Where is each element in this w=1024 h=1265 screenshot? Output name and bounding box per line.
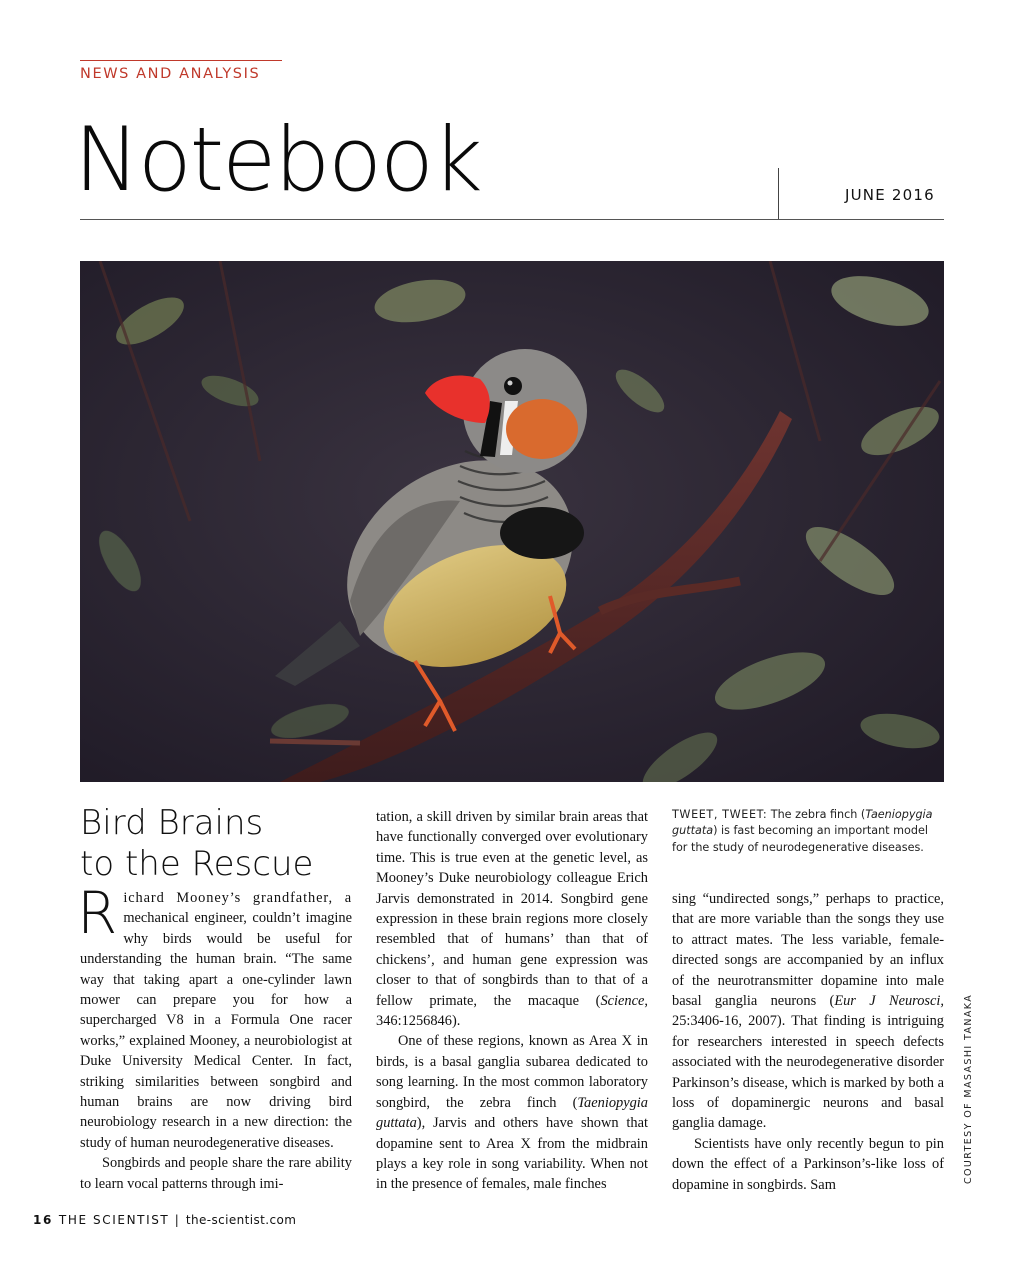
page-number: 16 (33, 1213, 53, 1227)
section-rule (80, 60, 282, 61)
caption-text: The zebra finch ( (770, 808, 866, 821)
masthead-title: Notebook (74, 108, 481, 211)
drop-cap: R (77, 879, 118, 947)
article-column-1 (77, 879, 352, 1194)
paragraph: Songbirds and people share the rare ability to learn vocal patterns through imi- (80, 1155, 352, 1192)
article-headline (80, 803, 313, 885)
footer-separator: | (174, 1213, 181, 1227)
paragraph-text: mechanical engineer, couldn’t imagine why birds would be useful for understanding the human brain. “The same way that taking apart a one-cylinder lawn mower can prepare you for how a supercharged V8 in a Formula One racer works,” explained Mooney, a neurobiologist at Duke University Medical Center. In fact, striking similarities between songbird and human brains are now driving bird neurobiology research in a new direction: the study of human neurodegenerative diseases. (80, 910, 352, 1151)
headline-line-1: Bird Brains (80, 803, 264, 843)
paragraph (376, 1031, 648, 1194)
paragraph-text: sing “undirected songs,” perhaps to practice, that are more variable than the songs they use to attract mates. The less variable, female-directed songs are accompanied by an influx of the neurotransmitter dopamine into male basal ganglia neurons ( (672, 891, 944, 1010)
journal-citation: Eur J Neurosci, (834, 993, 944, 1010)
photo-caption (672, 807, 944, 856)
caption-text: ) is fast becoming an important model for the study of neurodegenerative diseases. (672, 824, 928, 854)
paragraph-text: One of these regions, known as Area X in birds, is a basal ganglia subarea dedicated to song learning. In the most common laboratory songbird, the zebra finch ( (376, 1033, 648, 1111)
publication-name: THE SCIENTIST (58, 1213, 170, 1227)
paragraph: Scientists have only recently begun to pin down the effect of a Parkinson’s-like loss of dopamine in songbirds. Sam (672, 1135, 944, 1193)
caption-label: TWEET, TWEET: (672, 808, 768, 821)
issue-date: JUNE 2016 (845, 186, 935, 204)
publication-url: the-scientist.com (185, 1213, 297, 1227)
finch-eye (504, 377, 522, 395)
finch-cheek (506, 399, 578, 459)
article-column-2 (376, 807, 648, 1195)
photo-credit: COURTESY OF MASASHI TANAKA (963, 993, 974, 1184)
species-name: Taeniopygia guttata (376, 1094, 648, 1132)
paragraph (672, 889, 944, 1134)
page-footer (33, 1213, 296, 1227)
paragraph (376, 807, 648, 1031)
masthead-divider (778, 168, 779, 220)
lead-in: ichard Mooney’s grandfather, a (123, 890, 352, 906)
paragraph-text: ), Jarvis and others have shown that dopamine sent to Area X from the midbrain plays a key role in song variability. When not in the presence of females, male finches (376, 1115, 648, 1193)
headline-line-2: to the Rescue (80, 844, 314, 884)
paragraph-text: tation, a skill driven by similar brain areas that have functionally converged over evolutionary time. This is true even at the genetic level, as Mooney’s Duke neurobiology colleague Erich Jarvis demonstrated in 2014. Songbird gene expression in these brain regions more closely resembled that of humans’ than that of chickens’, and human gene expression was closer to that of songbirds than to that of a fellow primate, the macaque ( (376, 809, 648, 1009)
article-column-3 (672, 889, 944, 1195)
zebra-finch-illustration (80, 261, 944, 782)
paragraph-text: 25:3406-16, 2007). That finding is intriguing for researchers interested in speech defects associated with the neurodegenerative disorder Parkinson’s disease, which is marked by both a loss of dopaminergic neurons and basal ganglia damage. (672, 1013, 944, 1132)
zebra-finch-photo (80, 261, 944, 782)
masthead-rule (80, 219, 944, 220)
journal-citation: Science (600, 992, 645, 1009)
caption-species: Taeniopygia guttata (672, 808, 933, 838)
paragraph-text: , 346:1256846). (376, 992, 648, 1030)
section-label: NEWS AND ANALYSIS (80, 66, 261, 82)
paragraph (77, 879, 352, 1153)
